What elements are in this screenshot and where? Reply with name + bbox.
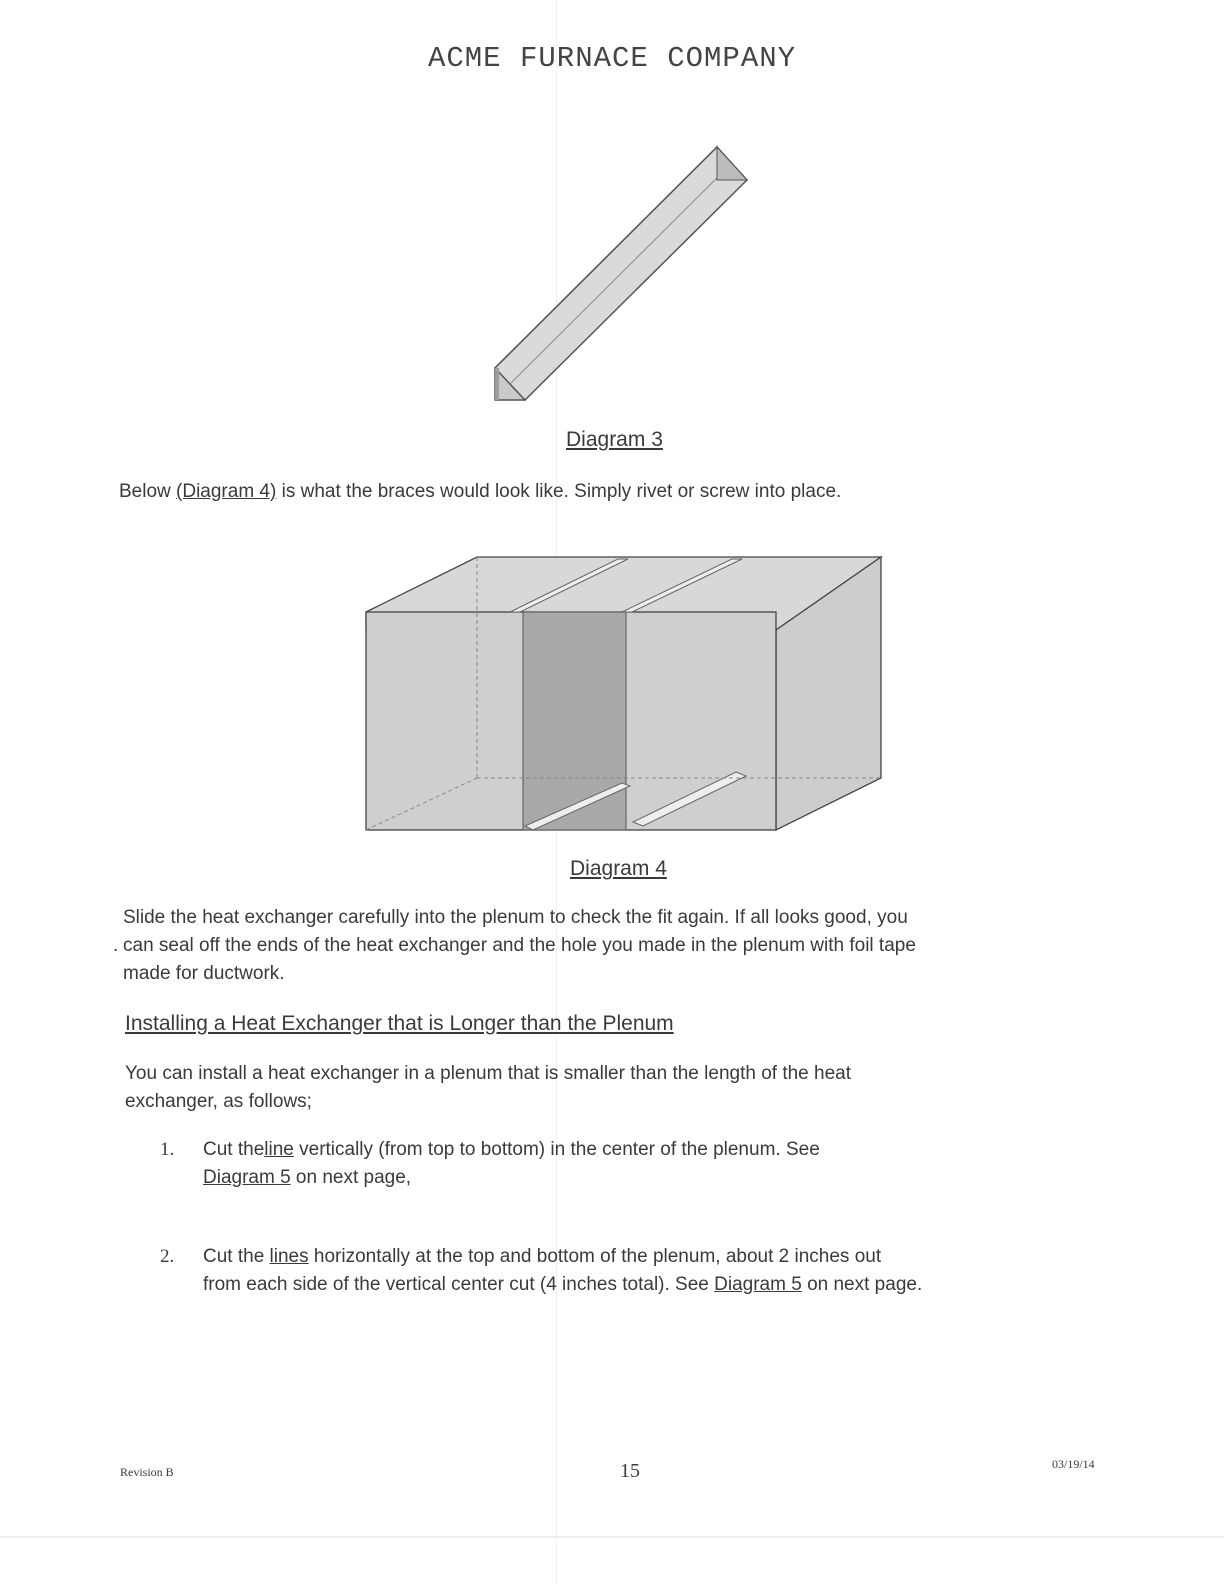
document-date: 03/19/14 [1052, 1457, 1095, 1471]
line-reference: line [264, 1139, 294, 1160]
revision-label: Revision B [120, 1465, 174, 1479]
step-number: 2. [160, 1246, 175, 1267]
diagram-4-caption: Diagram 4 [570, 857, 667, 880]
diagram-5-reference: Diagram 5 [714, 1274, 802, 1295]
diagram-4-reference: (Diagram 4) [176, 481, 277, 502]
section-title: Installing a Heat Exchanger that is Longer than the Plenum [125, 1012, 674, 1035]
page-number: 15 [620, 1460, 640, 1482]
slide-heat-exchanger-paragraph [113, 904, 1123, 988]
diagram-5-reference: Diagram 5 [203, 1167, 291, 1188]
angle-brace-diagram-icon [480, 135, 760, 410]
section-intro: You can install a heat exchanger in a plenum that is smaller than the length of the heat exchanger, as follows; [125, 1063, 851, 1112]
step-text: Cut the lines horizontally at the top and bottom of the plenum, about 2 inches out from each side of the vertical center cut (4 inches total). See Diagram 5 on next page. [203, 1246, 923, 1295]
slide-line-2: . can seal off the ends of the heat exchanger and the hole you made in the plenum with foil tape [123, 932, 1123, 960]
slide-line-1: Slide the heat exchanger carefully into the plenum to check the fit again. If all looks good, you [123, 907, 908, 928]
step-text: Cut theline vertically (from top to bottom) in the center of the plenum. See Diagram 5 on next page, [203, 1139, 820, 1188]
lines-reference: lines [269, 1246, 309, 1267]
diagram-4-intro [119, 478, 1119, 506]
company-header: ACME FURNACE COMPANY [427, 42, 797, 75]
margin-mark: . [113, 935, 119, 956]
slide-line-3: made for ductwork. [123, 963, 285, 984]
diagram-3-caption: Diagram 3 [566, 428, 663, 451]
step-number: 1. [160, 1139, 175, 1160]
scan-bottom-edge [0, 1536, 1224, 1538]
intro-suffix: is what the braces would look like. Simply rivet or screw into place. [276, 481, 842, 502]
plenum-braces-diagram-icon [360, 550, 890, 840]
intro-prefix: Below [119, 481, 177, 502]
